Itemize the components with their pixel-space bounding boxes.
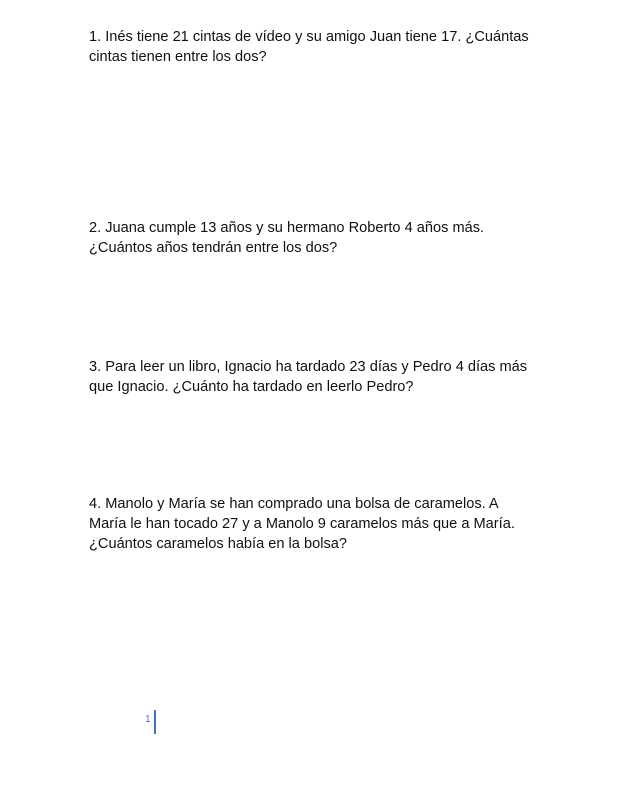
problem-1-line-2: cintas tienen entre los dos? bbox=[89, 49, 267, 65]
problem-2-line-1: 2. Juana cumple 13 años y su hermano Roberto 4 años más. bbox=[89, 220, 485, 236]
problem-3-line-1: 3. Para leer un libro, Ignacio ha tardado 23 días y Pedro 4 días más bbox=[89, 359, 528, 375]
problem-3-line-2: que Ignacio. ¿Cuánto ha tardado en leerlo Pedro? bbox=[89, 379, 414, 395]
problem-1 bbox=[89, 27, 559, 67]
page-number: 1 bbox=[145, 714, 151, 725]
problem-4 bbox=[89, 494, 559, 554]
problem-3 bbox=[89, 357, 559, 397]
problem-2-line-2: ¿Cuántos años tendrán entre los dos? bbox=[89, 240, 338, 256]
problem-4-line-2: María le han tocado 27 y a Manolo 9 caramelos más que a María. bbox=[89, 516, 515, 532]
problem-4-line-1: 4. Manolo y María se han comprado una bolsa de caramelos. A bbox=[89, 496, 499, 512]
footer-divider bbox=[154, 710, 156, 734]
problem-2 bbox=[89, 218, 559, 258]
problem-1-line-1: 1. Inés tiene 21 cintas de vídeo y su amigo Juan tiene 17. ¿Cuántas bbox=[89, 29, 529, 45]
problem-4-line-3: ¿Cuántos caramelos había en la bolsa? bbox=[89, 536, 347, 552]
